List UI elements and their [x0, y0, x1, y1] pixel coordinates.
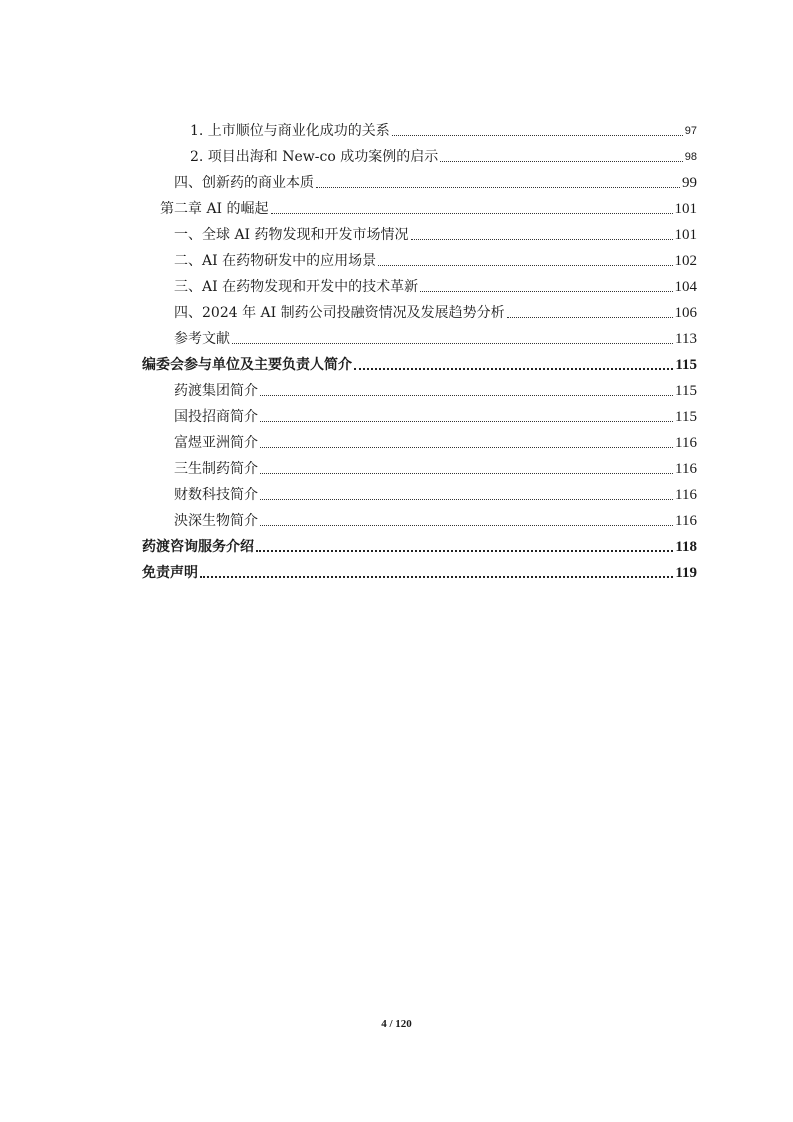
toc-entry-title: 药渡咨询服务介绍: [142, 539, 254, 555]
toc-leader-dots: [392, 135, 683, 136]
toc-entry[interactable]: [174, 508, 697, 530]
toc-leader-dots: [378, 265, 672, 266]
toc-leader-dots: [232, 343, 673, 344]
toc-entry-page: 113: [675, 331, 697, 347]
toc-leader-dots: [260, 421, 673, 422]
toc-entry[interactable]: [174, 274, 697, 296]
toc-entry-page: 106: [674, 305, 697, 321]
toc-entry-page: 98: [684, 151, 697, 163]
toc-entry-title: 财数科技简介: [174, 487, 258, 503]
toc-leader-dots: [271, 213, 673, 214]
toc-entry[interactable]: [174, 482, 697, 504]
toc-entry[interactable]: [174, 430, 697, 452]
toc-entry[interactable]: [190, 144, 697, 166]
toc-leader-dots: [260, 395, 673, 396]
toc-entry-page: 116: [675, 513, 697, 529]
toc-leader-dots: [507, 317, 673, 318]
toc-entry-title: 药渡集团简介: [174, 383, 258, 399]
toc-leader-dots: [256, 550, 673, 552]
toc-entry-page: 97: [684, 125, 697, 137]
toc-entry-page: 104: [674, 279, 697, 295]
toc-entry-title: 1. 上市顺位与商业化成功的关系: [190, 123, 390, 139]
toc-entry[interactable]: [174, 326, 697, 348]
toc-entry-title: 参考文献: [174, 331, 230, 347]
toc-entry-title: 四、2024 年 AI 制药公司投融资情况及发展趋势分析: [174, 305, 505, 321]
toc-entry[interactable]: [142, 560, 697, 582]
page-number: 4 / 120: [381, 1018, 412, 1030]
toc-leader-dots: [260, 473, 673, 474]
toc-entry[interactable]: [142, 352, 697, 374]
toc-entry-page: 118: [675, 539, 697, 555]
toc-entry[interactable]: [174, 300, 697, 322]
toc-entry[interactable]: [160, 196, 697, 218]
toc-entry-page: 116: [675, 461, 697, 477]
toc-leader-dots: [200, 576, 673, 578]
toc-entry-title: 免责声明: [142, 565, 198, 581]
toc-entry-page: 115: [675, 357, 697, 373]
toc-entry-page: 115: [675, 383, 697, 399]
toc-entry-title: 2. 项目出海和 New-co 成功案例的启示: [190, 149, 439, 165]
toc-entry-page: 101: [674, 227, 697, 243]
toc-entry-title: 富煜亚洲简介: [174, 435, 258, 451]
toc-leader-dots: [354, 368, 673, 370]
toc-leader-dots: [411, 239, 673, 240]
toc-entry-page: 102: [674, 253, 697, 269]
toc-entry[interactable]: [174, 378, 697, 400]
toc-entry-title: 一、全球 AI 药物发现和开发市场情况: [174, 227, 409, 243]
toc-leader-dots: [260, 447, 673, 448]
toc-entry-title: 国投招商简介: [174, 409, 258, 425]
toc-leader-dots: [260, 499, 673, 500]
toc-entry[interactable]: [190, 118, 697, 140]
toc-entry-page: 115: [675, 409, 697, 425]
toc-leader-dots: [316, 187, 680, 188]
toc-entry-page: 116: [675, 487, 697, 503]
toc-entry[interactable]: [174, 222, 697, 244]
toc-entry[interactable]: [142, 534, 697, 556]
toc-entry[interactable]: [174, 248, 697, 270]
toc-entry-title: 二、AI 在药物研发中的应用场景: [174, 253, 377, 269]
toc-entry-title: 三、AI 在药物发现和开发中的技术革新: [174, 279, 419, 295]
toc-leader-dots: [420, 291, 672, 292]
toc-entry-page: 101: [674, 201, 697, 217]
toc-entry-title: 第二章 AI 的崛起: [160, 201, 269, 217]
toc-entry-title: 编委会参与单位及主要负责人简介: [142, 357, 352, 373]
toc-entry[interactable]: [174, 404, 697, 426]
toc-entry[interactable]: [174, 170, 697, 192]
toc-entry-page: 99: [682, 175, 697, 191]
toc-entry-page: 116: [675, 435, 697, 451]
toc-entry-page: 119: [675, 565, 697, 581]
toc-entry-title: 三生制药简介: [174, 461, 258, 477]
toc-entry-title: 泱深生物简介: [174, 513, 258, 529]
toc-entry-title: 四、创新药的商业本质: [174, 175, 314, 191]
toc-leader-dots: [260, 525, 673, 526]
toc-leader-dots: [440, 161, 683, 162]
toc-entry[interactable]: [174, 456, 697, 478]
